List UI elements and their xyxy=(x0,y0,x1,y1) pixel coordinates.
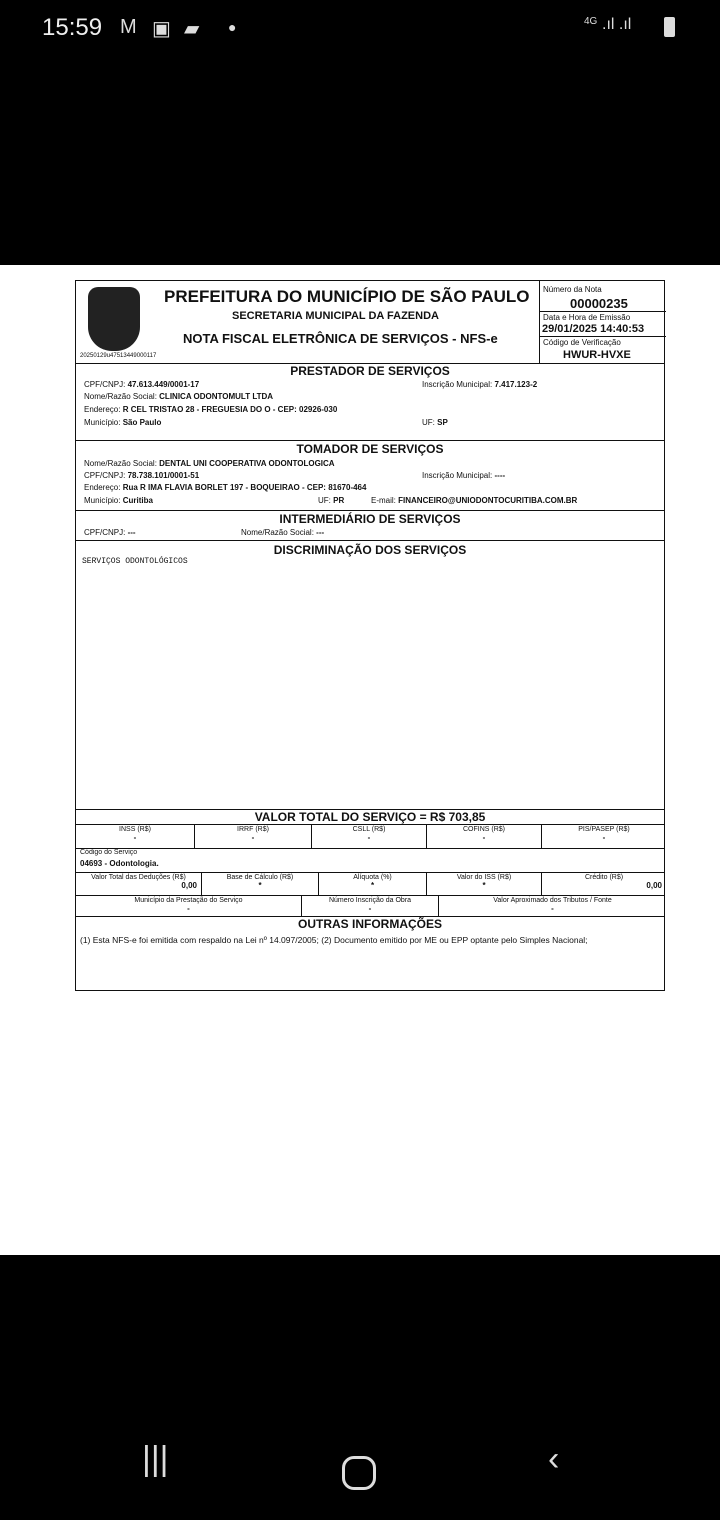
tomador-cnpj: 78.738.101/0001-51 xyxy=(127,471,200,480)
outras-title: OUTRAS INFORMAÇÕES xyxy=(298,917,442,931)
message-icon: ▰ xyxy=(184,18,200,40)
tomador-nome: DENTAL UNI COOPERATIVA ODONTOLOGICA xyxy=(159,459,335,468)
network-type: 4G xyxy=(584,16,598,27)
signal-icon: .ıl .ıl xyxy=(602,16,632,33)
cell-label: Crédito (R$) xyxy=(584,874,624,881)
cell-value: - xyxy=(251,833,255,842)
numero-label: Número da Nota xyxy=(543,285,602,294)
taxes-cell xyxy=(311,824,426,848)
coat-of-arms-logo xyxy=(88,287,140,351)
intermediario-title: INTERMEDIÁRIO DE SERVIÇOS xyxy=(279,512,461,526)
label: Inscrição Municipal: xyxy=(422,471,493,480)
label: Endereço: xyxy=(84,483,121,492)
cell-value: - xyxy=(602,833,606,842)
label: Nome/Razão Social: xyxy=(84,392,157,401)
taxes-cell xyxy=(76,824,194,848)
status-bar xyxy=(0,0,720,56)
label: UF: xyxy=(422,418,435,427)
cell-value: * xyxy=(482,881,486,890)
doc-type: NOTA FISCAL ELETRÔNICA DE SERVIÇOS - NFS-e xyxy=(183,331,498,346)
outras-text: (1) Esta NFS-e foi emitida com respaldo na Lei nº 14.097/2005; (2) Documento emitido por ME ou EPP optante pelo Simples Nacional; xyxy=(80,935,588,945)
cell-label: Alíquota (%) xyxy=(353,874,392,881)
tomador-municipio: Curitiba xyxy=(122,496,153,505)
cell-label: Valor do ISS (R$) xyxy=(456,874,512,881)
cell-value: - xyxy=(187,904,190,913)
recent-apps-button[interactable]: ||| xyxy=(142,1440,169,1478)
valor-total: VALOR TOTAL DO SERVIÇO = R$ 703,85 xyxy=(254,810,486,824)
barcode-text: 20250129u47513449000117 xyxy=(80,353,157,359)
label: UF: xyxy=(318,496,331,505)
cell-value: * xyxy=(258,881,262,890)
extra-cell xyxy=(301,895,438,916)
cell-label: Valor Total das Deduções (R$) xyxy=(91,874,186,881)
cell-label: INSS (R$) xyxy=(119,826,151,833)
cell-value: - xyxy=(367,833,371,842)
cell-label: COFINS (R$) xyxy=(463,826,505,833)
cell-label: Valor Aproximado dos Tributos / Fonte xyxy=(493,897,612,904)
cell-label: Número Inscrição da Obra xyxy=(328,897,412,904)
numero-nota: 00000235 xyxy=(570,296,628,311)
label: Município: xyxy=(84,496,121,505)
prestador-uf: SP xyxy=(437,418,448,427)
extra-cell xyxy=(438,895,666,916)
home-button[interactable] xyxy=(342,1456,376,1490)
data-label: Data e Hora de Emissão xyxy=(543,313,631,322)
deducoes-cell xyxy=(76,872,201,895)
deducoes-cell xyxy=(318,872,426,895)
cell-label: Base de Cálculo (R$) xyxy=(226,874,294,881)
prestador-municipio: São Paulo xyxy=(122,418,162,427)
subtitle: SECRETARIA MUNICIPAL DA FAZENDA xyxy=(232,310,439,322)
cell-value: - xyxy=(551,904,554,913)
cell-value: 0,00 xyxy=(181,881,197,890)
extra-cell xyxy=(76,895,301,916)
discriminacao-text: SERVIÇOS ODONTOLÓGICOS xyxy=(82,557,188,566)
taxes-cell xyxy=(194,824,311,848)
cell-value: * xyxy=(370,881,375,890)
cell-label: Município da Prestação do Serviço xyxy=(134,897,243,904)
cell-value: - xyxy=(133,833,137,842)
prestador-cnpj: 47.613.449/0001-17 xyxy=(127,380,200,389)
data-emissao: 29/01/2025 14:40:53 xyxy=(542,323,645,335)
tomador-endereco: Rua R IMA FLAVIA BORLET 197 - BOQUEIRAO - CEP: 81670-464 xyxy=(122,483,367,492)
prestador-nome: CLINICA ODONTOMULT LTDA xyxy=(159,392,274,401)
label: CPF/CNPJ: xyxy=(84,528,126,537)
tomador-im: ---- xyxy=(494,471,506,480)
label: Nome/Razão Social: xyxy=(241,528,314,537)
cell-label: CSLL (R$) xyxy=(352,826,386,833)
nfse-document xyxy=(75,280,665,991)
codigo-label: Código de Verificação xyxy=(543,338,621,347)
codigo-servico-label: Código do Serviço xyxy=(80,849,138,856)
gmail-icon: M xyxy=(120,16,137,38)
gallery-icon: ▣ xyxy=(152,18,171,40)
codigo-servico: 04693 - Odontologia. xyxy=(80,859,159,868)
page-title: PREFEITURA DO MUNICÍPIO DE SÃO PAULO xyxy=(164,287,530,306)
deducoes-cell xyxy=(201,872,318,895)
deducoes-cell xyxy=(426,872,541,895)
tomador-email: FINANCEIRO@UNIODONTOCURITIBA.COM.BR xyxy=(398,496,578,505)
intermediario-cnpj: --- xyxy=(127,528,136,537)
cell-value: - xyxy=(482,833,486,842)
label: Município: xyxy=(84,418,121,427)
tomador-title: TOMADOR DE SERVIÇOS xyxy=(296,442,444,456)
label: CPF/CNPJ: xyxy=(84,380,126,389)
label: CPF/CNPJ: xyxy=(84,471,126,480)
codigo-verificacao: HWUR-HVXE xyxy=(563,349,631,361)
label: Nome/Razão Social: xyxy=(84,459,157,468)
discriminacao-title: DISCRIMINAÇÃO DOS SERVIÇOS xyxy=(273,543,467,557)
dot-icon: ● xyxy=(228,19,237,35)
deducoes-cell xyxy=(541,872,666,895)
clock: 15:59 xyxy=(42,14,103,41)
cell-label: PIS/PASEP (R$) xyxy=(578,826,630,833)
cell-value: - xyxy=(368,904,372,913)
prestador-im: 7.417.123-2 xyxy=(494,380,538,389)
intermediario-nome: --- xyxy=(316,528,325,537)
label: E-mail: xyxy=(371,496,396,505)
prestador-endereco: R CEL TRISTAO 28 - FREGUESIA DO O - CEP: 02926-030 xyxy=(122,405,338,414)
label: Endereço: xyxy=(84,405,121,414)
taxes-cell xyxy=(541,824,666,848)
prestador-title: PRESTADOR DE SERVIÇOS xyxy=(290,364,450,378)
tomador-uf: PR xyxy=(333,496,345,505)
battery-icon xyxy=(664,17,675,37)
label: Inscrição Municipal: xyxy=(422,380,493,389)
back-button[interactable]: ‹ xyxy=(548,1440,560,1478)
cell-label: IRRF (R$) xyxy=(237,826,269,833)
taxes-cell xyxy=(426,824,541,848)
cell-value: 0,00 xyxy=(646,881,662,890)
